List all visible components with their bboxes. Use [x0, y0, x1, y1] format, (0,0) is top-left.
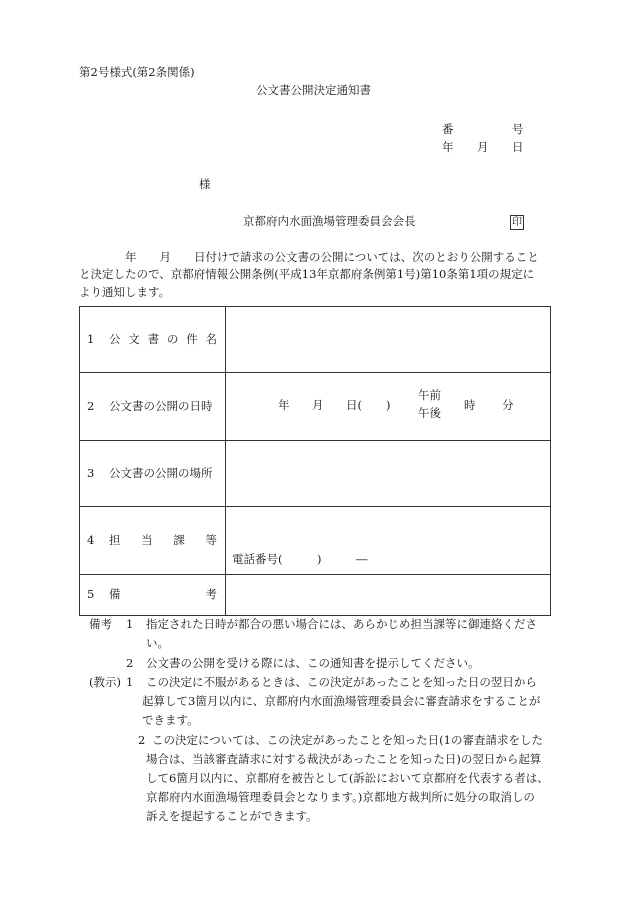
remarks-label: 備 考 [109, 587, 217, 602]
datetime-label: 公文書の公開の日時 [109, 398, 213, 413]
remarks-field[interactable] [226, 575, 551, 616]
number-suffix: 号 [512, 122, 524, 136]
row-label-subject: 1 公 文 書 の 件 名 [80, 307, 226, 373]
department-label: 担 当 課 等 [109, 532, 217, 547]
biko-label: 備考 [89, 617, 112, 631]
pm-option: 午後 [418, 406, 441, 420]
body-line-2: と決定したので、京都府情報公開条例(平成13年京都府条例第1号)第10条第1項の規定に [79, 267, 535, 282]
place-label: 公文書の公開の場所 [109, 465, 213, 480]
kyoji-2-line-1: この決定については、この決定があったことを知った日(1の審査請求をした [152, 733, 543, 747]
biko-1-line-2: い。 [146, 636, 169, 650]
kyoji-label: (教示) [89, 675, 121, 689]
kyoji-2-line-4: 京都府内水面漁場管理委員会となります。)京都地方裁判所に処分の取消しの [146, 790, 535, 804]
row-label-department: 4 担 当 課 等 [80, 507, 226, 575]
table-row-department [80, 507, 551, 575]
kyoji-1-line-3: できます。 [142, 713, 199, 727]
form-number: 第2号様式(第2条関係) [79, 65, 195, 79]
table-row-remarks [80, 575, 551, 616]
kyoji-2-line-2: 場合は、当該審査請求に対する裁決があったことを知った日)の翌日から起算 [146, 752, 542, 766]
kyoji-2-line-5: 訴えを提起することができます。 [146, 809, 318, 823]
am-option: 午前 [418, 388, 441, 402]
seal-stamp: 印 [512, 217, 522, 228]
disclosure-table [79, 306, 551, 616]
addressee-honorific: 様 [199, 177, 211, 191]
subject-field[interactable] [226, 307, 551, 373]
kyoji-1-line-1: この決定に不服があるときは、この決定があったことを知った日の翌日から [146, 675, 537, 689]
row-label-place: 3 公文書の公開の場所 [80, 441, 226, 507]
date-year: 年 [442, 140, 454, 154]
sender-name: 京都府内水面漁場管理委員会会長 [243, 214, 416, 228]
row-label-datetime: 2 公文書の公開の日時 [80, 373, 226, 441]
table-row-subject [80, 307, 551, 373]
phone-number-label: 電話番号( ) ― [232, 552, 368, 566]
date-month: 月 [477, 140, 489, 154]
place-field[interactable] [226, 441, 551, 507]
table-row-place [80, 441, 551, 507]
body-line-1: 年 月 日付けで請求の公文書の公開については、次のとおり公開すること [125, 250, 539, 264]
date-day: 日 [512, 140, 524, 154]
table-row-datetime [80, 373, 551, 441]
datetime-field[interactable]: 年 月 日( ) 午前 午後 時 分 [226, 373, 551, 441]
department-field[interactable] [226, 507, 551, 575]
subject-label: 公 文 書 の 件 名 [109, 331, 217, 346]
number-label: 番 [442, 122, 454, 136]
row-label-remarks: 5 備 考 [80, 575, 226, 616]
document-title: 公文書公開決定通知書 [256, 83, 371, 97]
biko-2-text: 公文書の公開を受ける際には、この通知書を提示してください。 [146, 656, 480, 670]
body-line-3: より通知します。 [79, 284, 171, 299]
biko-1-line-1: 指定された日時が都合の悪い場合には、あらかじめ担当課等に御連絡くださ [146, 617, 537, 631]
kyoji-1-line-2: 起算して3箇月以内に、京都府内水面漁場管理委員会に審査請求をすることが [142, 694, 541, 708]
kyoji-2-line-3: して6箇月以内に、京都府を被告として(訴訟において京都府を代表する者は、 [146, 771, 549, 785]
body-paragraph [79, 249, 539, 301]
